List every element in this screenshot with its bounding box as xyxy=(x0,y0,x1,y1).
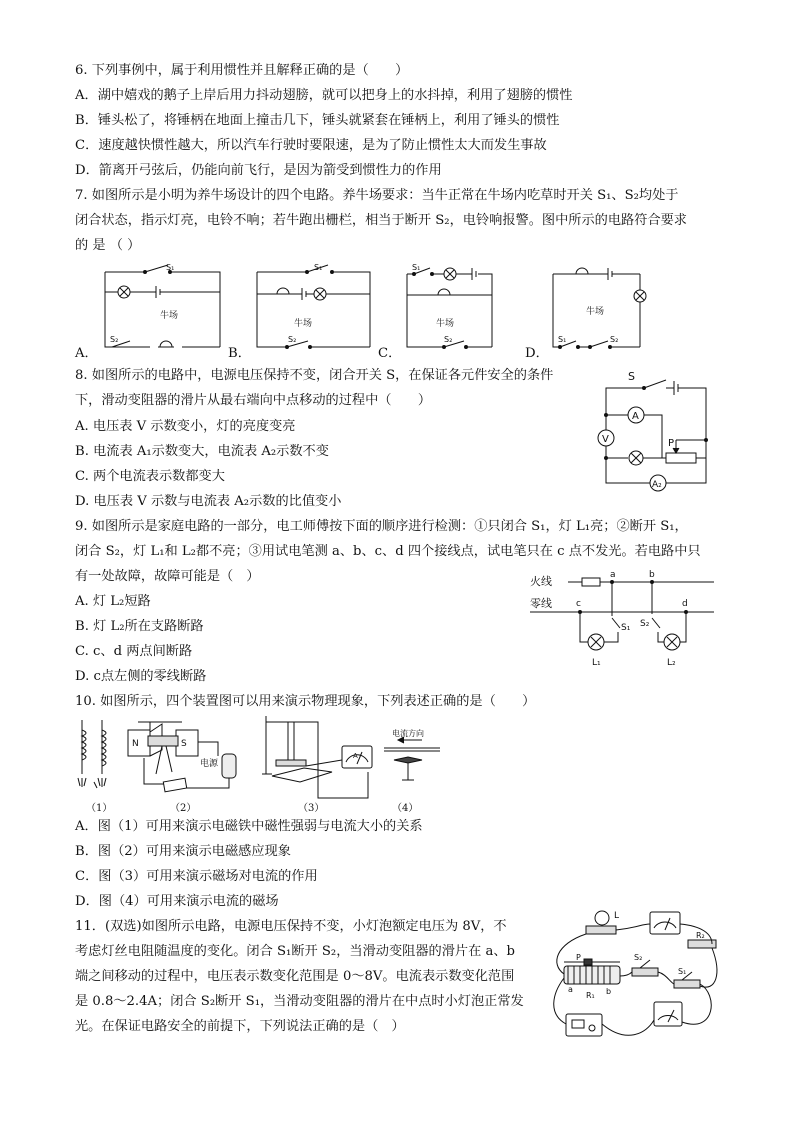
q9-stem-line-3: 有一处故障，故障可能是（ ） xyxy=(75,569,260,584)
q10-figure-2 xyxy=(126,714,246,800)
q7d-field-label: 牛场 xyxy=(586,307,605,317)
q11-physical-circuit xyxy=(546,904,724,1052)
q10-caption-1: （1） xyxy=(86,803,113,814)
q6-option-a: A．湖中嬉戏的鹅子上岸后用力抖动翅膀，就可以把身上的水抖掉，利用了翅膀的惯性 xyxy=(75,88,573,103)
q10-option-d: D．图（4）可用来演示电流的磁场 xyxy=(75,894,279,909)
q7-choice-c-label: C． xyxy=(378,346,402,361)
q9-option-a: A. 灯 L₂短路 xyxy=(75,594,151,609)
q9-live-wire-label: 火线 xyxy=(530,575,552,588)
q10-caption-3: （3） xyxy=(298,803,325,814)
q7b-field-label: 牛场 xyxy=(294,319,313,329)
q8-option-b: B. 电流表 A₁示数变大，电流表 A₂示数不变 xyxy=(75,444,329,459)
q10-caption-4: （4） xyxy=(392,803,419,814)
q11-lamp-label: L xyxy=(614,911,620,921)
q8-s-label: S xyxy=(628,370,635,383)
q8-ammeter-a1-label: A xyxy=(632,411,639,422)
q9-household-circuit xyxy=(530,566,720,670)
q8-stem-line-2: 下，滑动变阻器的滑片从最右端向中点移动的过程中（ ） xyxy=(75,393,432,408)
q9-point-c-label: c xyxy=(576,599,581,609)
q10-figure-1 xyxy=(72,716,120,796)
q11-s1-label: S₁ xyxy=(678,967,687,976)
q7-choice-a-label: A． xyxy=(75,346,98,361)
q10-option-c: C．图（3）可用来演示磁场对电流的作用 xyxy=(75,869,318,884)
q6-option-c: C．速度越快惯性越大，所以汽车行驶时要限速，是为了防止惯性太大而发生事故 xyxy=(75,138,547,153)
q9-s1-label: S₁ xyxy=(621,623,631,633)
q6-option-d: D．箭离开弓弦后，仍能向前飞行，是因为箭受到惯性力的作用 xyxy=(75,163,442,178)
q7-stem-line-3: 的 是 （ ） xyxy=(75,238,141,253)
q7-choice-d-label: D． xyxy=(525,346,549,361)
q10-power-label: 电源 xyxy=(200,759,219,769)
q6-stem: 6. 下列事例中，属于利用惯性并且解释正确的是（ ） xyxy=(75,63,409,78)
q11-stem-line-2: 考虑灯丝电阻随温度的变化。闭合 S₁断开 S₂，当滑动变阻器的滑片在 a、b xyxy=(75,944,515,959)
q9-point-d-label: d xyxy=(682,599,688,609)
q10-figure-4 xyxy=(382,728,442,792)
q10-figure-3 xyxy=(258,712,378,802)
q9-l1-label: L₁ xyxy=(592,658,601,668)
q10-ammeter-label: A xyxy=(353,752,358,760)
q8-option-a: A. 电压表 V 示数变小，灯的亮度变亮 xyxy=(75,419,296,434)
q9-option-d: D. c点左侧的零线断路 xyxy=(75,669,207,684)
q11-stem-line-3: 端之间移动的过程中，电压表示数变化范围是 0～8V。电流表示数变化范围 xyxy=(75,969,515,984)
q8-voltmeter-label: V xyxy=(602,434,609,445)
q7-circuit-b xyxy=(252,262,377,354)
q7-stem-line-1: 7. 如图所示是小明为养牛场设计的四个电路。养牛场要求：当牛正常在牛场内吃草时开关 S₁、S₂均处于 xyxy=(75,188,679,203)
q10-magnet-n-label: N xyxy=(132,739,139,749)
q9-point-b-label: b xyxy=(649,570,655,580)
q9-option-b: B. 灯 L₂所在支路断路 xyxy=(75,619,204,634)
q7c-s2-label: S₂ xyxy=(444,335,453,344)
q11-slider-label: P xyxy=(576,953,581,962)
q8-stem-line-1: 8. 如图所示的电路中，电源电压保持不变，闭合开关 S，在保证各元件安全的条件 xyxy=(75,368,554,383)
q10-stem: 10. 如图所示，四个装置图可以用来演示物理现象，下列表述正确的是（ ） xyxy=(75,694,536,709)
q7-stem-line-2: 闭合状态，指示灯亮，电铃不响；若牛跑出栅栏，相当于断开 S₂，电铃响报警。图中所示的电路符合要求 xyxy=(75,213,687,228)
q8-ammeter-a2-label: A₂ xyxy=(652,480,662,490)
q7c-field-label: 牛场 xyxy=(436,319,455,329)
q10-current-direction-label: 电流方向 xyxy=(392,729,424,738)
q10-option-b: B．图（2）可用来演示电磁感应现象 xyxy=(75,844,291,859)
q7-choice-b-label: B． xyxy=(228,346,251,361)
q11-end-b-label: b xyxy=(606,987,612,996)
q8-circuit xyxy=(594,368,714,494)
q7-circuit-d xyxy=(548,262,663,354)
q11-stem-line-1: 11．(双选)如图所示电路，电源电压保持不变，小灯泡额定电压为 8V，不 xyxy=(75,919,507,934)
q7b-s1-label: S₁ xyxy=(314,263,323,272)
q9-option-c: C. c、d 两点间断路 xyxy=(75,644,193,659)
q9-l2-label: L₂ xyxy=(667,658,676,668)
q7-circuit-c xyxy=(402,262,527,354)
q11-stem-line-4: 是 0.8～2.4A；闭合 S₂断开 S₁，当滑动变阻器的滑片在中点时小灯泡正常发 xyxy=(75,994,524,1009)
q7a-field-label: 牛场 xyxy=(160,311,179,321)
q11-end-a-label: a xyxy=(568,985,573,994)
q6-option-b: B．锤头松了，将锤柄在地面上撞击几下，锤头就紧套在锤柄上，利用了锤头的惯性 xyxy=(75,113,560,128)
q8-option-d: D. 电压表 V 示数与电流表 A₂示数的比值变小 xyxy=(75,494,342,509)
q7a-s2-label: S₂ xyxy=(110,335,119,344)
q10-magnet-s-label: S xyxy=(181,739,187,749)
q7c-s1-label: S₁ xyxy=(412,263,421,272)
q11-s2-label: S₂ xyxy=(634,953,643,962)
q8-option-c: C. 两个电流表示数都变大 xyxy=(75,469,225,484)
q8-slider-label: P xyxy=(668,438,675,449)
q9-stem-line-1: 9. 如图所示是家庭电路的一部分，电工师傅按下面的顺序进行检测：①只闭合 S₁，灯 L₁亮；②断开 S₁， xyxy=(75,519,688,534)
q7d-s2-label: S₂ xyxy=(610,335,619,344)
q7a-s1-label: S₁ xyxy=(166,263,175,272)
q10-caption-2: （2） xyxy=(170,803,197,814)
q11-stem-line-5: 光。在保证电路安全的前提下，下列说法正确的是（ ） xyxy=(75,1019,405,1034)
q11-r2-label: R₂ xyxy=(696,931,705,940)
q7-circuit-a xyxy=(100,262,225,354)
q9-stem-line-2: 闭合 S₂，灯 L₁和 L₂都不亮；③用试电笔测 a、b、c、d 四个接线点，试电笔只在 c 点不发光。若电路中只 xyxy=(75,544,701,559)
q10-option-a: A．图（1）可用来演示电磁铁中磁性强弱与电流大小的关系 xyxy=(75,819,423,834)
q9-s2-label: S₂ xyxy=(640,619,650,629)
q7b-s2-label: S₂ xyxy=(288,335,297,344)
q9-neutral-wire-label: 零线 xyxy=(530,597,552,610)
q11-r1-label: R₁ xyxy=(586,991,595,1000)
q9-point-a-label: a xyxy=(610,570,616,580)
q7d-s1-label: S₁ xyxy=(558,335,567,344)
